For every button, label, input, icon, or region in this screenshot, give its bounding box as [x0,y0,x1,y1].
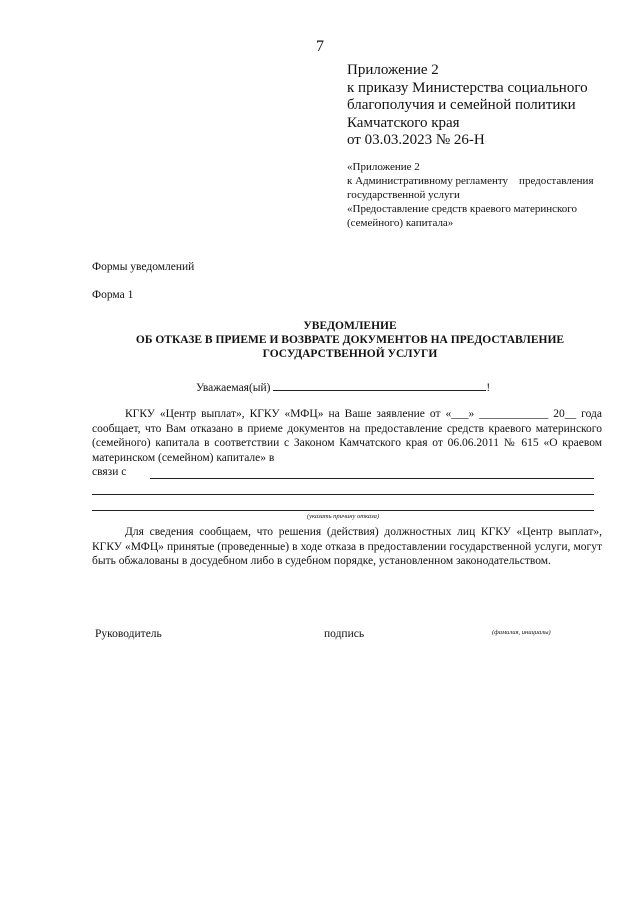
reason-caption: (указать причину отказа) [306,513,380,520]
reason-field[interactable] [150,478,594,479]
sub-appendix-line: (семейного) капитала» [347,217,454,229]
salutation-suffix: ! [486,382,491,394]
name-caption: (фамилия, инициалы) [492,629,551,636]
appeal-text: Для сведения сообщаем, что решения (действия) должностных лиц КГКУ «Центр выплат», КГКУ «МФЦ» принятые (проведенные) в ходе отказа в предоставлении государственной услуги, могут быть обжалованы в досудебном либо в судебном порядке, установленном законодательством. [92,526,602,567]
appendix-header [347,62,617,150]
sub-appendix-line: государственной услуги [347,189,460,201]
sub-appendix-line: «Приложение 2 [347,161,420,173]
sub-appendix-line: к Административному регламенту предоставления [347,175,594,187]
reason-field-line[interactable] [92,494,594,495]
salutation [196,379,490,394]
salutation-prefix: Уважаемая(ый) [196,382,271,394]
appendix-line: от 03.03.2023 № 26-Н [347,132,485,148]
sub-appendix-line: «Предоставление средств краевого материнского [347,203,578,215]
page-number: 7 [316,38,324,55]
appendix-line: Приложение 2 [347,62,439,78]
reason-field-line[interactable] [92,510,594,511]
body-paragraph [92,407,602,465]
appendix-line: Камчатского края [347,114,460,131]
signature-label: подпись [324,628,365,640]
appendix-line: к приказу Министерства социального [347,79,588,96]
heading-line: УВЕДОМЛЕНИЕ [303,320,397,332]
appendix-line: благополучия и семейной политики [347,97,576,113]
head-label: Руководитель [95,628,162,640]
forms-title: Формы уведомлений [92,261,195,273]
sub-appendix-header [347,160,615,230]
heading-line: ГОСУДАРСТВЕННОЙ УСЛУГИ [262,348,438,360]
body-text: КГКУ «Центр выплат», КГКУ «МФЦ» на Ваше заявление от «___» ____________ 20__ года сообщает, что Вам отказано в приеме документов на предоставление средств краевого материнского (семейного) капитала в соответствии с Законом Камчатского края от 06.06.2011 № 615 «О краевом материнском (семейном) капитале» в [92,408,602,464]
form-label: Форма 1 [92,289,134,301]
recipient-name-field[interactable] [273,379,486,391]
notice-heading [92,319,608,361]
heading-line: ОБ ОТКАЗЕ В ПРИЕМЕ И ВОЗВРАТЕ ДОКУМЕНТОВ НА ПРЕДОСТАВЛЕНИЕ [135,334,565,346]
reason-prefix: связи с [92,466,127,478]
appeal-paragraph [92,525,602,569]
